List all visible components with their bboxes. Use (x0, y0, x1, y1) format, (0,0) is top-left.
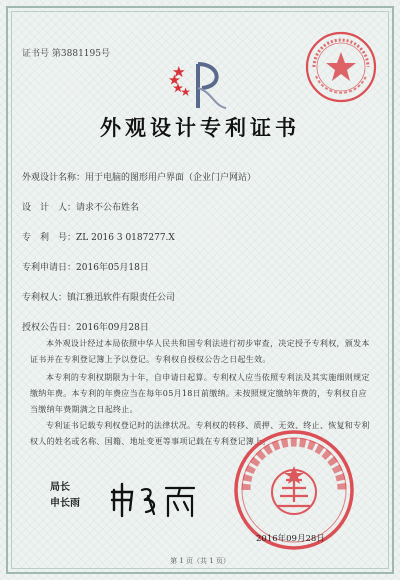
registration-seal-icon (304, 30, 378, 104)
grant-date-row (22, 320, 149, 333)
certificate-number (22, 46, 110, 59)
page-number: 第 1 页（共 1 页） (170, 557, 230, 565)
patentee-row (22, 290, 175, 303)
signatory-title: 局长 (50, 482, 70, 493)
design-name-value: 用于电脑的图形用户界面（企业门户网站） (85, 173, 257, 183)
seal-date: 2016年09月28日 (256, 534, 325, 544)
designer-value: 请求不公布姓名 (76, 203, 140, 213)
certificate-number-value: 第3881195号 (51, 49, 110, 59)
design-name-label: 外观设计名称： (22, 173, 86, 183)
patent-number-row (22, 230, 175, 243)
certificate-title: 外观设计专利证书 (100, 115, 300, 140)
patentee-value: 镇江雅迅软件有限责任公司 (67, 293, 176, 303)
signatory-name: 申长雨 (50, 498, 80, 509)
patent-number-label: 专 利 号： (22, 233, 77, 243)
patent-number-value: ZL 2016 3 0187277.X (76, 233, 175, 243)
handwritten-signature-icon (108, 480, 198, 520)
filing-date-value: 2016年05月18日 (76, 263, 149, 273)
grant-date-value: 2016年09月28日 (76, 323, 149, 333)
designer-label: 设 计 人： (22, 203, 77, 213)
design-name-row (22, 170, 256, 183)
designer-row (22, 200, 139, 213)
body-paragraph-register: 专利证书记载专利权登记时的法律状况。专利权的转移、质押、无效、终止、恢复和专利权人的姓名或名称、国籍、地址变更等事项记载在专利登记簿上。 (30, 421, 370, 446)
patentee-label: 专利权人： (22, 293, 68, 303)
body-paragraph-term: 本专利的专利权期限为十年，自申请日起算。专利权人应当依照专利法及其实施细则规定缴纳年费。本专利的年费应当在每年05月18日前缴纳。未按照规定缴纳年费的，专利权自应当缴纳年费期满之日起终止。 (30, 373, 370, 414)
filing-date-label: 专利申请日： (22, 263, 77, 273)
filing-date-row (22, 260, 149, 273)
grant-date-label: 授权公告日： (22, 323, 77, 333)
patent-office-emblem-icon (168, 58, 232, 112)
body-paragraph-grant: 本外观设计经过本局依照中华人民共和国专利法进行初步审查，决定授予专利权，颁发本证书并在专利登记簿上予以登记。专利权自授权公告之日起生效。 (30, 339, 370, 364)
certificate-number-label: 证书号 (22, 49, 50, 59)
